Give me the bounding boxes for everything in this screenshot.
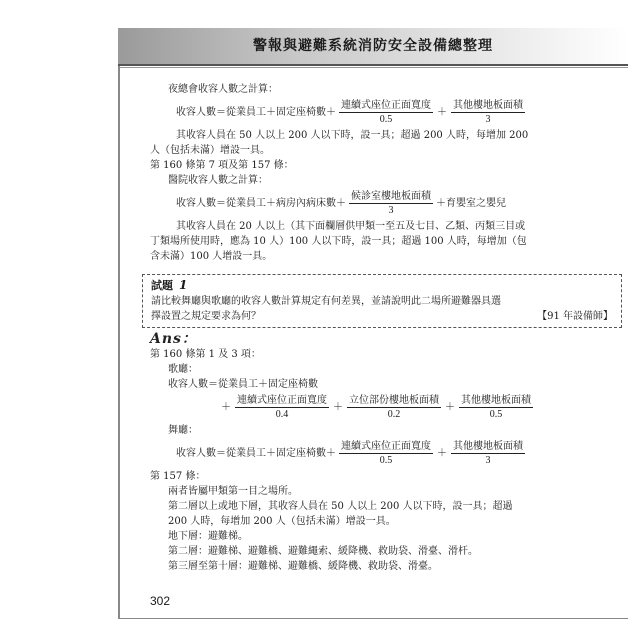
- fraction-numerator: 連續式座位正面寬度: [237, 395, 327, 406]
- exam-source: 【91 年設備師】: [537, 311, 613, 322]
- exam-question-box: [142, 274, 622, 328]
- fraction-denominator: 0.5: [379, 114, 393, 125]
- fraction-denominator: 0.5: [379, 455, 393, 466]
- formula-rhs: ＋育嬰室之嬰兒: [436, 198, 506, 209]
- fraction-numerator: 其他樓地板面積: [453, 441, 523, 452]
- fraction-numerator: 連續式座位正面寬度: [341, 441, 431, 452]
- chapter-title: 警報與避難系統消防安全設備總整理: [253, 38, 493, 54]
- page-number: 302: [150, 594, 171, 608]
- exam-question-tail: 擇設置之規定要求為何？: [151, 311, 261, 322]
- plus-sign: ＋: [437, 107, 447, 118]
- song-hall-heading: 歌廳：: [168, 364, 198, 375]
- plus-sign: ＋: [221, 402, 231, 413]
- dance-hall-formula: [150, 440, 630, 467]
- night-club-note-cont: 人（包括未滿）增設一具。: [150, 145, 270, 156]
- formula-lhs: 收容人數＝從業員工＋病房內病床數＋: [176, 198, 346, 209]
- hospital-note-cont: 丁類場所使用時，應為 10 人）100 人以下時，設一具；超過 100 人時，每增加（包: [150, 236, 527, 247]
- night-club-heading: 夜總會收容人數之計算：: [168, 84, 278, 95]
- fraction: [451, 99, 525, 126]
- formula-lhs: 收容人數＝從業員工＋固定座椅數＋: [176, 448, 336, 459]
- header-divider-thin: [118, 67, 628, 68]
- fraction: [347, 394, 441, 421]
- answer-label: Ans：: [150, 331, 197, 347]
- fraction-denominator: 3: [485, 114, 491, 125]
- fraction: [451, 440, 525, 467]
- chapter-header: [118, 28, 628, 64]
- footer-divider: [118, 618, 628, 619]
- article-heading: 第 160 條第 1 及 3 項：: [150, 349, 261, 360]
- fraction-numerator: 候診室樓地板面積: [351, 191, 431, 202]
- fraction: [339, 99, 433, 126]
- dance-hall-heading: 舞廳：: [168, 425, 198, 436]
- fraction-denominator: 3: [485, 455, 491, 466]
- night-club-note: 其收容人員在 50 人以上 200 人以下時，設一具；超過 200 人時，每增加 200: [176, 130, 529, 141]
- floor-rule: 第二層以上或地下層，其收容人員在 50 人以上 200 人以下時，設一具；超過: [168, 501, 513, 512]
- hospital-formula: [150, 190, 630, 217]
- exam-number: 1: [179, 278, 188, 292]
- left-margin-rule: [118, 66, 120, 618]
- song-hall-formula: [150, 394, 630, 421]
- floor2-rule: 第二層：避難梯、避難橋、避難繩索、緩降機、救助袋、滑臺、滑杆。: [168, 546, 478, 557]
- night-club-formula: [150, 99, 630, 126]
- fraction-numerator: 立位部份樓地板面積: [349, 395, 439, 406]
- exam-label: 試題: [151, 279, 173, 292]
- fraction-numerator: 其他樓地板面積: [461, 395, 531, 406]
- fraction-numerator: 其他樓地板面積: [453, 100, 523, 111]
- fraction-denominator: 0.4: [275, 409, 289, 420]
- plus-sign: ＋: [333, 402, 343, 413]
- page-body: [150, 82, 630, 574]
- song-hall-formula-lhs: 收容人數＝從業員工＋固定座椅數: [168, 379, 318, 390]
- hospital-note-cont: 含未滿）100 人增設一具。: [150, 251, 273, 262]
- basement-rule: 地下層：避難梯。: [168, 531, 248, 542]
- fraction: [349, 190, 433, 217]
- exam-question-cont: [151, 309, 613, 324]
- plus-sign: ＋: [437, 448, 447, 459]
- category-note: 兩者皆屬甲類第一目之場所。: [168, 486, 298, 497]
- article-heading: 第 157 條：: [150, 471, 206, 482]
- fraction-numerator: 連續式座位正面寬度: [341, 100, 431, 111]
- floor-rule-cont: 200 人時，每增加 200 人（包括未滿）增設一具。: [168, 516, 396, 527]
- fraction: [459, 394, 533, 421]
- fraction-denominator: 3: [388, 205, 394, 216]
- floor3-10-rule: 第三層至第十層：避難梯、避難橋、緩降機、救助袋、滑臺。: [168, 561, 438, 572]
- plus-sign: ＋: [445, 402, 455, 413]
- fraction: [235, 394, 329, 421]
- fraction: [339, 440, 433, 467]
- header-divider: [118, 64, 628, 66]
- exam-question: 請比較舞廳與歌廳的收容人數計算規定有何差異，並請說明此二場所避難器具選: [151, 296, 501, 307]
- formula-lhs: 收容人數＝從業員工＋固定座椅數＋: [176, 107, 336, 118]
- fraction-denominator: 0.5: [489, 409, 503, 420]
- fraction-denominator: 0.2: [387, 409, 401, 420]
- hospital-note: 其收容人員在 20 人以上（其下面欄層供甲類一至五及七目、乙類、丙類三目或: [176, 221, 526, 232]
- article-heading: 第 160 條第 7 項及第 157 條：: [150, 160, 294, 171]
- hospital-heading: 醫院收容人數之計算：: [168, 175, 268, 186]
